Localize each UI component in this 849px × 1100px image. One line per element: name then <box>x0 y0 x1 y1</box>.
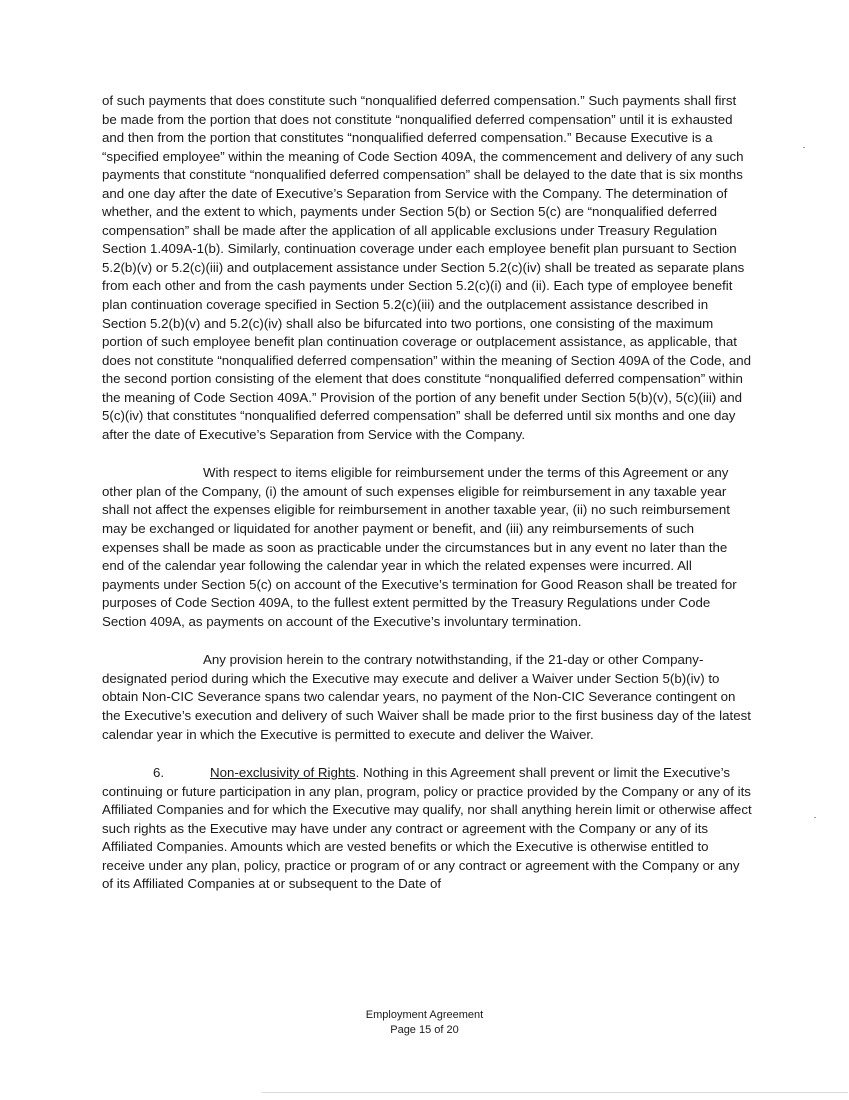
scan-bottom-rule <box>262 1092 848 1093</box>
section-6-text: . Nothing in this Agreement shall prevent or limit the Executive’s continuing or future participation in any plan, program, policy or practice provided by the Company or any of its Affiliated Companies and for which the Executive may qualify, nor shall anything herein limit or otherwise affect such rights as the Executive may have under any contract or agreement with the Company or any of its Affiliated Companies. Amounts which are vested benefits or which the Executive is otherwise entitled to receive under any plan, policy, practice or program of or any contract or agreement with the Company or any of its Affiliated Companies at or subsequent to the Date of <box>102 765 752 892</box>
page-footer <box>0 1008 849 1038</box>
paragraph-waiver-timing: Any provision herein to the contrary notwithstanding, if the 21-day or other Company-designated period during which the Executive may execute and deliver a Waiver under Section 5(b)(iv) to obtain Non-CIC Severance spans two calendar years, no payment of the Non-CIC Severance contingent on the Executive’s execution and delivery of such Waiver shall be made prior to the first business day of the latest calendar year in which the Executive is permitted to execute and deliver the Waiver. <box>102 652 751 742</box>
section-number: 6. <box>153 765 165 781</box>
section-6-paragraph <box>102 764 752 894</box>
paragraph-409a-payments: of such payments that does constitute such “nonqualified deferred compensation.” Such payments shall first be made from the portion that does not constitute “nonqualified deferred compensation” until it is exhausted and then from the portion that constitutes “nonqualified deferred compensation.” Because Executive is a “specified employee” within the meaning of Code Section 409A, the commencement and delivery of any such payments that constitute “nonqualified deferred compensation” shall be delayed to the date that is six months and one day after the date of Executive’s Separation from Service with the Company. The determination of whether, and the extent to which, payments under Section 5(b) or Section 5(c) are “nonqualified deferred compensation” shall be made after the application of all applicable exclusions under Treasury Regulation Section 1.409A-1(b). Similarly, continuation coverage under each employee benefit plan pursuant to Section 5.2(b)(v) or 5.2(c)(iii) and outplacement assistance under Section 5.2(c)(iv) shall be treated as separate plans from each other and from the cash payments under Section 5.2(c)(i) and (ii). Each type of employee benefit plan continuation coverage specified in Section 5.2(c)(iii) and the outplacement assistance described in Section 5.2(b)(v) and 5.2(c)(iv) shall also be bifurcated into two portions, one consisting of the maximum portion of such employee benefit plan continuation coverage or outplacement assistance, as applicable, that does not constitute “nonqualified deferred compensation” within the meaning of Section 409A of the Code, and the second portion consisting of the element that does constitute “nonqualified deferred compensation” within the meaning of Code Section 409A.” Provision of the portion of any benefit under Section 5(b)(v), 5(c)(iii) and 5(c)(iv) that constitutes “nonqualified deferred compensation” shall be deferred until six months and one day after the date of Executive’s Separation from Service with the Company. <box>102 93 752 442</box>
paragraph-reimbursement: With respect to items eligible for reimbursement under the terms of this Agreement or any other plan of the Company, (i) the amount of such expenses eligible for reimbursement in any taxable year shall not affect the expenses eligible for reimbursement in another taxable year, (ii) no such reimbursement may be exchanged or liquidated for another payment or benefit, and (iii) any reimbursements of such expenses shall be made as soon as practicable under the circumstances but in any event no later than the end of the calendar year following the calendar year in which the related expenses were incurred. All payments under Section 5(c) on account of the Executive’s termination for Good Reason shall be treated for purposes of Code Section 409A, to the fullest extent permitted by the Treasury Regulations under Code Section 409A, as payments on account of the Executive’s involuntary termination. <box>102 465 737 629</box>
page-number: Page 15 of 20 <box>390 1024 459 1036</box>
section-title: Non-exclusivity of Rights <box>210 765 356 781</box>
footer-title: Employment Agreement <box>365 1009 484 1021</box>
scan-speck <box>814 817 816 818</box>
document-body <box>102 92 752 894</box>
scan-speck <box>803 147 805 148</box>
